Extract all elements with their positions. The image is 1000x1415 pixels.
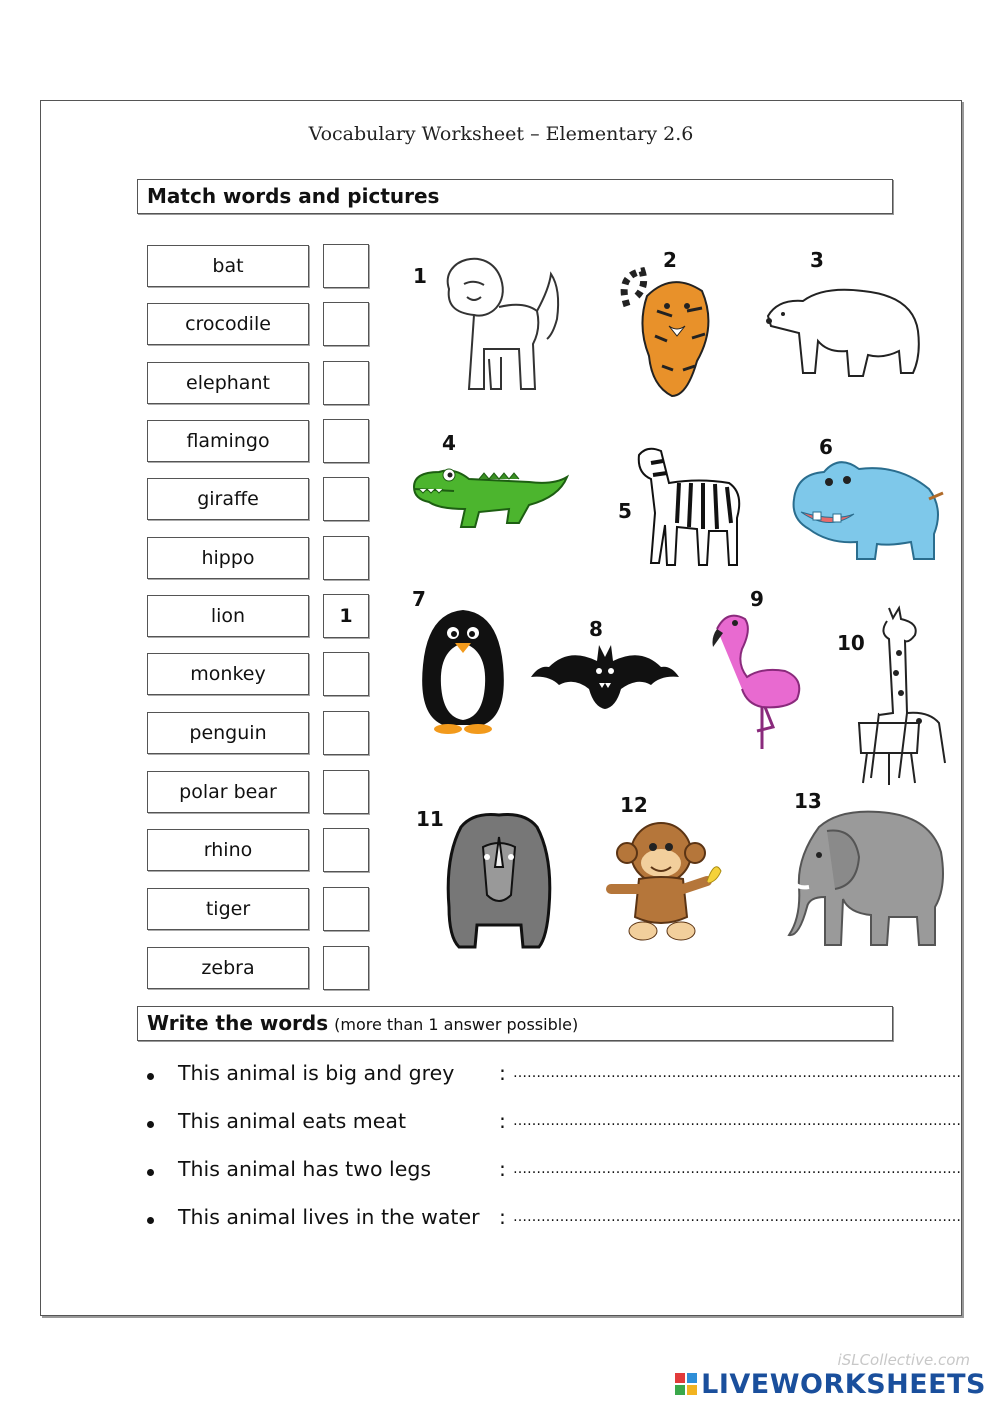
picture-number: 3 bbox=[810, 248, 824, 272]
word-label: penguin bbox=[147, 712, 309, 754]
picture-number: 6 bbox=[819, 435, 833, 459]
word-label: giraffe bbox=[147, 478, 309, 520]
word-label: hippo bbox=[147, 537, 309, 579]
answer-blank[interactable]: …………………………………………………………………………………… bbox=[513, 1065, 961, 1081]
sentence-text: This animal lives in the water bbox=[178, 1205, 480, 1229]
bullet-icon bbox=[147, 1169, 154, 1176]
section-write-title: Write the words bbox=[147, 1011, 329, 1035]
footer-brand: LIVEWORKSHEETS bbox=[701, 1368, 986, 1400]
answer-box[interactable] bbox=[323, 477, 369, 521]
word-label: flamingo bbox=[147, 420, 309, 462]
bullet-icon bbox=[147, 1217, 154, 1224]
picture-number: 11 bbox=[416, 807, 444, 831]
bullet-icon bbox=[147, 1073, 154, 1080]
word-label: tiger bbox=[147, 888, 309, 930]
elephant-picture bbox=[779, 807, 949, 951]
footer-logo[interactable] bbox=[675, 1367, 986, 1401]
word-label: rhino bbox=[147, 829, 309, 871]
picture-number: 7 bbox=[412, 587, 426, 611]
answer-blank[interactable]: …………………………………………………………………………………… bbox=[513, 1209, 961, 1225]
word-label: monkey bbox=[147, 653, 309, 695]
word-label: crocodile bbox=[147, 303, 309, 345]
polar-bear-picture bbox=[763, 281, 923, 381]
page-title: Vocabulary Worksheet – Elementary 2.6 bbox=[308, 123, 694, 145]
picture-number: 10 bbox=[837, 631, 865, 655]
zebra-picture bbox=[629, 443, 747, 571]
section-match-header bbox=[137, 179, 893, 214]
word-label: zebra bbox=[147, 947, 309, 989]
answer-box[interactable] bbox=[323, 536, 369, 580]
answer-box[interactable] bbox=[323, 711, 369, 755]
picture-number: 12 bbox=[620, 793, 648, 817]
word-label: lion bbox=[147, 595, 309, 637]
worksheet-page bbox=[40, 100, 962, 1316]
word-label: bat bbox=[147, 245, 309, 287]
tiger-picture bbox=[617, 266, 729, 401]
bat-picture bbox=[529, 637, 681, 715]
picture-number: 2 bbox=[663, 248, 677, 272]
answer-box[interactable] bbox=[323, 887, 369, 931]
word-label: elephant bbox=[147, 362, 309, 404]
section-write-header bbox=[137, 1006, 893, 1041]
bullet-icon bbox=[147, 1121, 154, 1128]
watermark: iSLCollective.com bbox=[837, 1351, 970, 1369]
sentence-colon: : bbox=[499, 1061, 506, 1085]
sentence-text: This animal is big and grey bbox=[178, 1061, 455, 1085]
sentence-text: This animal eats meat bbox=[178, 1109, 406, 1133]
answer-box[interactable] bbox=[323, 244, 369, 288]
section-match-title: Match words and pictures bbox=[147, 184, 440, 208]
monkey-picture bbox=[603, 819, 725, 945]
answer-blank[interactable]: …………………………………………………………………………………… bbox=[513, 1161, 961, 1177]
picture-number: 13 bbox=[794, 789, 822, 813]
crocodile-picture bbox=[409, 457, 569, 531]
rhino-picture bbox=[443, 807, 555, 959]
flamingo-picture bbox=[707, 609, 805, 757]
sentence-colon: : bbox=[499, 1109, 506, 1133]
answer-box[interactable] bbox=[323, 652, 369, 696]
word-label: polar bear bbox=[147, 771, 309, 813]
answer-box[interactable] bbox=[323, 361, 369, 405]
picture-number: 9 bbox=[750, 587, 764, 611]
section-write-note: (more than 1 answer possible) bbox=[334, 1015, 579, 1034]
answer-box[interactable] bbox=[323, 419, 369, 463]
giraffe-picture bbox=[849, 603, 953, 791]
liveworksheets-logo-icon bbox=[675, 1373, 697, 1395]
hippo-picture bbox=[789, 454, 947, 564]
answer-box[interactable] bbox=[323, 302, 369, 346]
picture-number: 1 bbox=[413, 264, 427, 288]
answer-box[interactable]: 1 bbox=[323, 594, 369, 638]
penguin-picture bbox=[413, 605, 515, 737]
sentence-colon: : bbox=[499, 1205, 506, 1229]
picture-number: 8 bbox=[589, 617, 603, 641]
lion-picture bbox=[429, 249, 567, 399]
sentence-colon: : bbox=[499, 1157, 506, 1181]
answer-blank[interactable]: …………………………………………………………………………………… bbox=[513, 1113, 961, 1129]
picture-number: 5 bbox=[618, 499, 632, 523]
answer-box[interactable] bbox=[323, 770, 369, 814]
picture-number: 4 bbox=[442, 431, 456, 455]
answer-box[interactable] bbox=[323, 828, 369, 872]
sentence-text: This animal has two legs bbox=[178, 1157, 432, 1181]
answer-box[interactable] bbox=[323, 946, 369, 990]
